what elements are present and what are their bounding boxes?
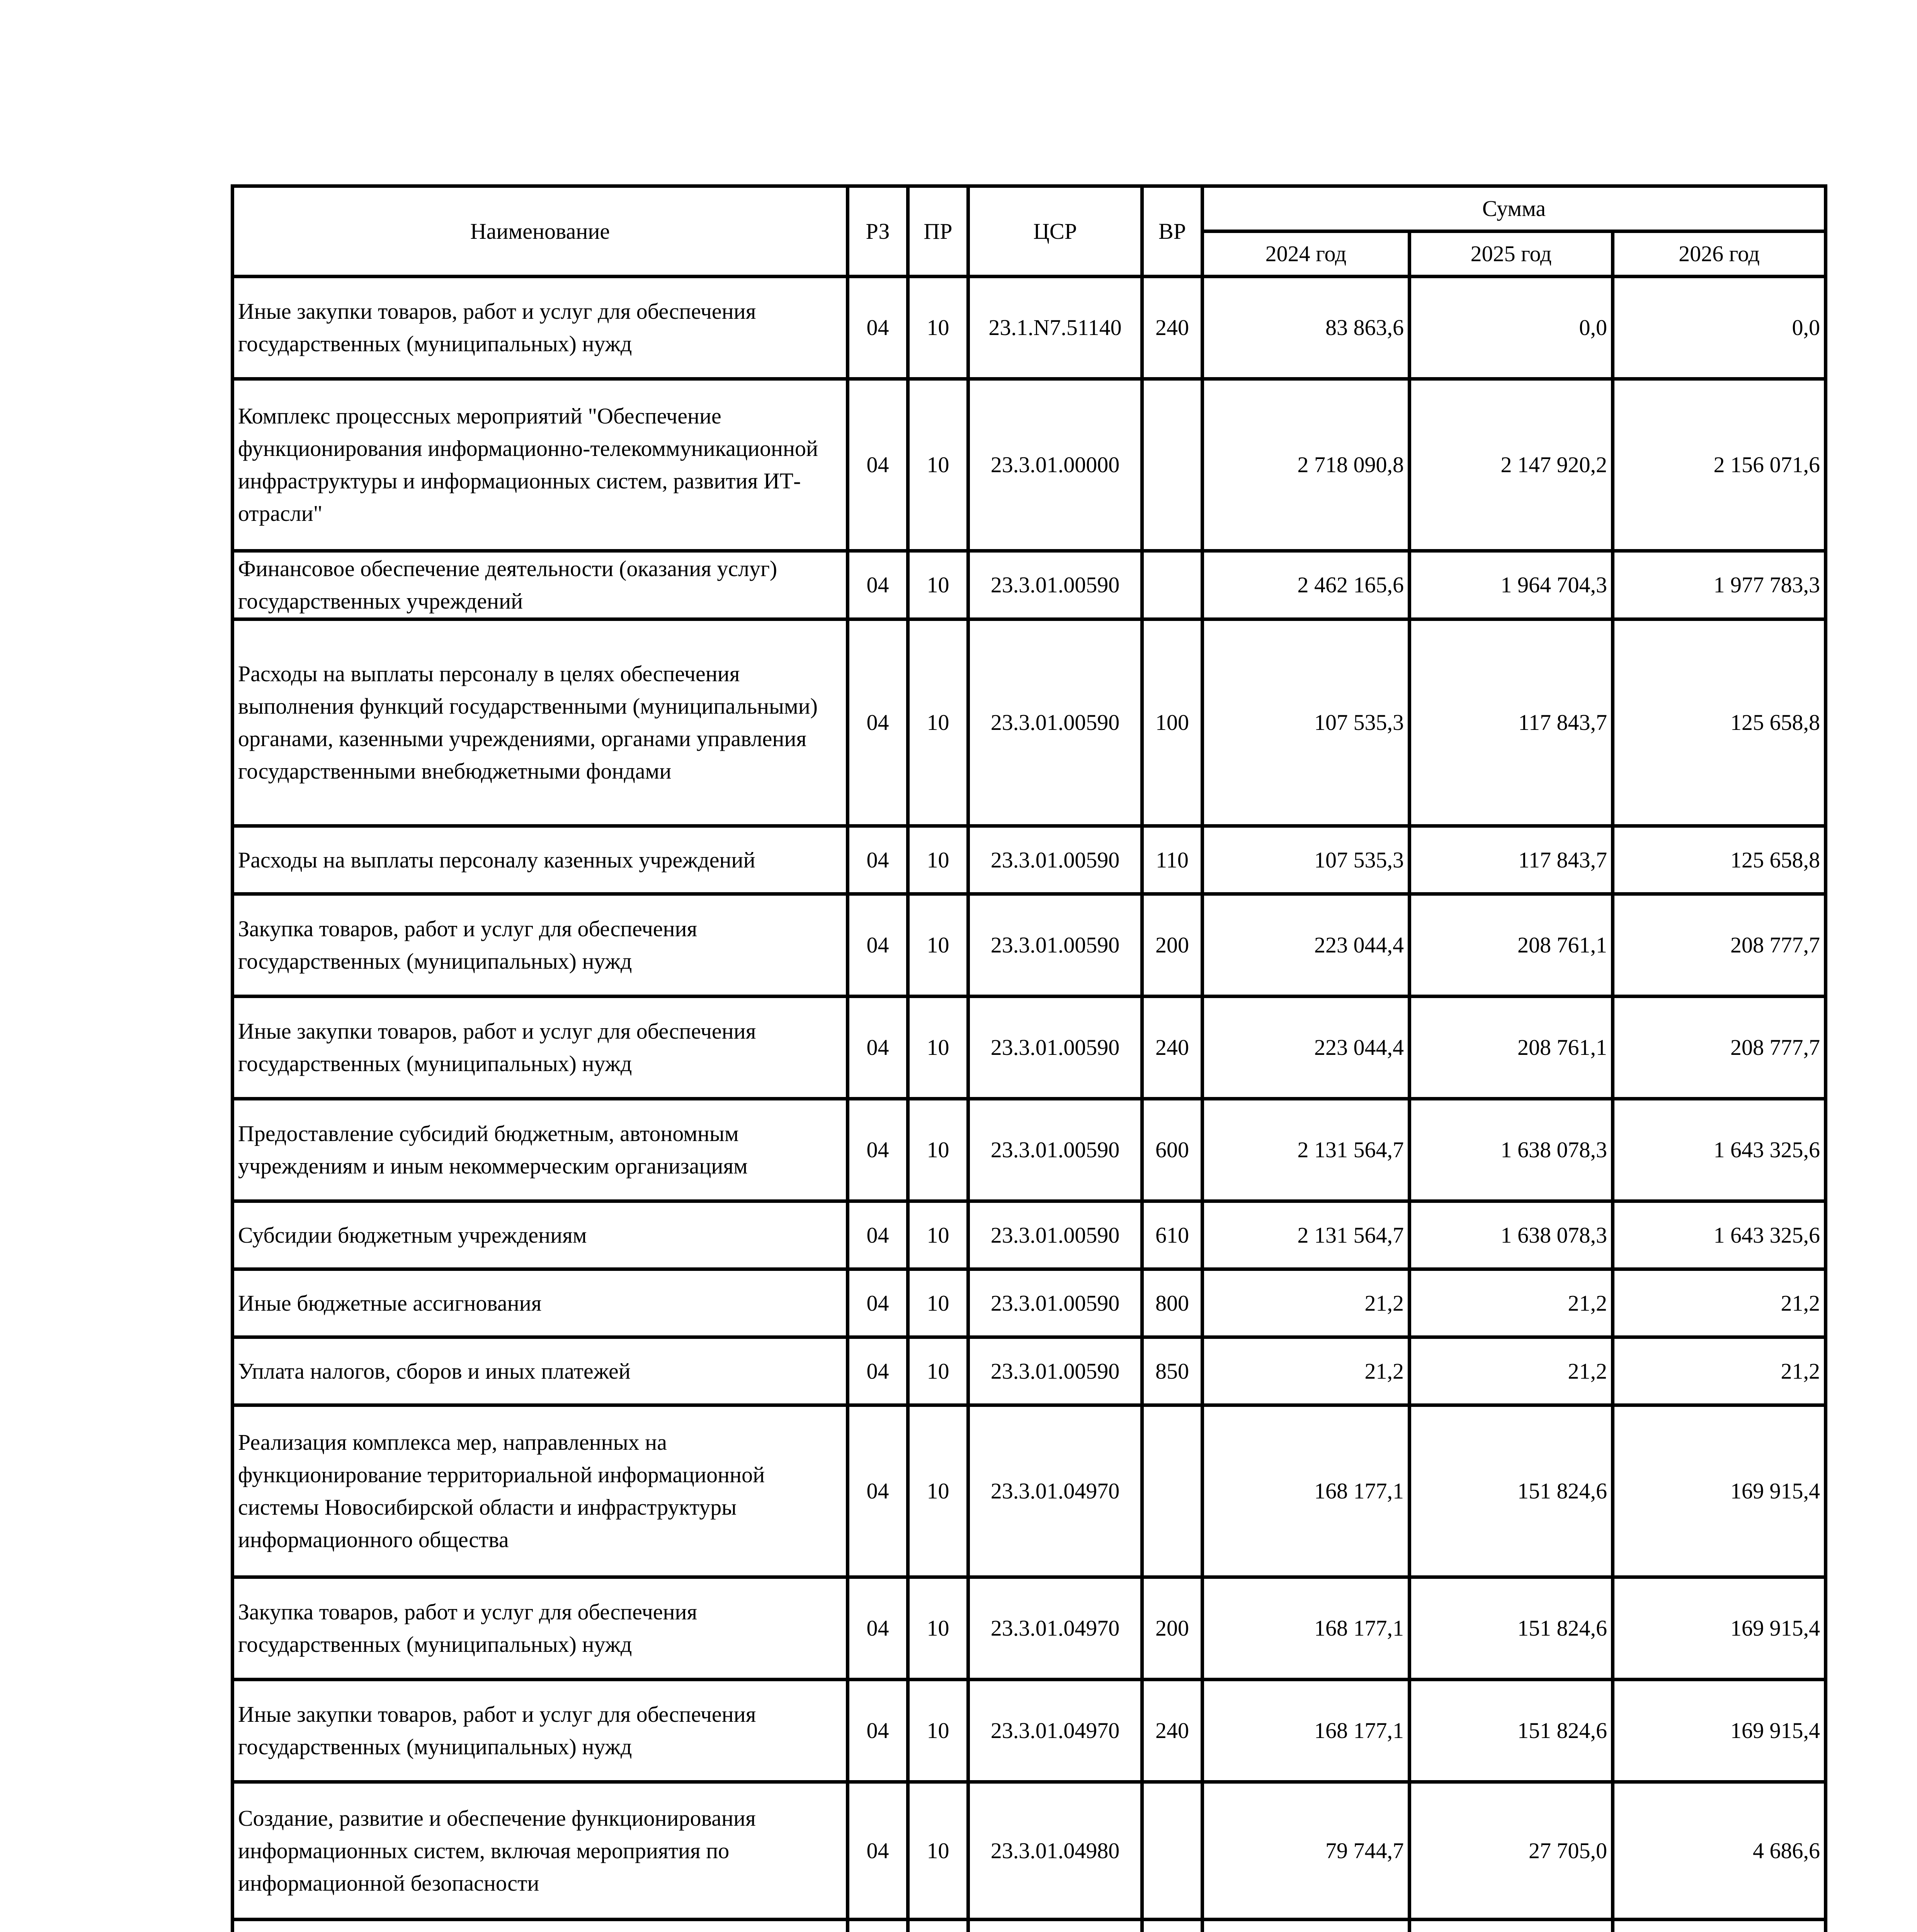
row-sum-2025: 21,2 [1410,1269,1613,1337]
row-csr: 23.1.N7.51140 [968,277,1142,379]
row-pr: 10 [908,1680,968,1782]
row-sum-2024: 168 177,1 [1203,1680,1410,1782]
row-sum-2025: 27 705,0 [1410,1782,1613,1920]
table-row [233,379,1826,551]
row-pr: 10 [908,1577,968,1680]
header-year-2024: 2024 год [1203,231,1410,277]
row-vr: 610 [1142,1201,1203,1269]
row-pr [908,1920,968,1932]
row-rz: 04 [848,1099,908,1201]
header-csr: ЦСР [968,186,1142,277]
row-sum-2026: 1 977 783,3 [1613,551,1826,619]
row-vr [1142,1405,1203,1577]
table-row [233,1337,1826,1405]
row-csr: 23.3.01.00590 [968,551,1142,619]
row-pr: 10 [908,551,968,619]
row-pr: 10 [908,619,968,826]
row-sum-2026: 21,2 [1613,1269,1826,1337]
row-sum-2024: 79 744,7 [1203,1782,1410,1920]
row-sum-2025: 1 638 078,3 [1410,1099,1613,1201]
row-sum-2025: 151 824,6 [1410,1577,1613,1680]
row-pr: 10 [908,894,968,997]
row-rz: 04 [848,1577,908,1680]
table-row [233,551,1826,619]
row-vr: 100 [1142,619,1203,826]
row-csr: 23.3.01.00590 [968,826,1142,894]
row-vr: 800 [1142,1269,1203,1337]
row-sum-2025: 151 824,6 [1410,1405,1613,1577]
row-name: Иные закупки товаров, работ и услуг для обеспечения государственных (муниципальных) нужд [233,277,848,379]
row-pr: 10 [908,826,968,894]
row-name: Реализация комплекса мер, направленных на функционирование территориальной информационной системы Новосибирской области и инфраструктуры информационного общества [233,1405,848,1577]
row-vr [1142,379,1203,551]
row-sum-2026 [1613,1920,1826,1932]
row-sum-2026: 1 643 325,6 [1613,1201,1826,1269]
row-rz: 04 [848,1337,908,1405]
table-row [233,619,1826,826]
table-row [233,277,1826,379]
row-sum-2025: 117 843,7 [1410,826,1613,894]
table-row [233,1680,1826,1782]
table-row [233,1201,1826,1269]
header-sum: Сумма [1203,186,1826,231]
header-year-2026: 2026 год [1613,231,1826,277]
row-csr: 23.3.01.00590 [968,1099,1142,1201]
row-vr: 240 [1142,997,1203,1099]
row-sum-2026: 125 658,8 [1613,826,1826,894]
row-sum-2025: 1 638 078,3 [1410,1201,1613,1269]
row-rz: 04 [848,826,908,894]
row-sum-2024 [1203,1920,1410,1932]
row-pr: 10 [908,997,968,1099]
table-row [233,997,1826,1099]
table-row [233,1577,1826,1680]
row-sum-2025: 1 964 704,3 [1410,551,1613,619]
row-sum-2024: 168 177,1 [1203,1577,1410,1680]
row-pr: 10 [908,1782,968,1920]
row-name: Расходы на выплаты персоналу в целях обеспечения выполнения функций государственными (муниципальными) органами, казенными учреждениями, органами управления государственными внебюджетными фондами [233,619,848,826]
row-csr: 23.3.01.00590 [968,997,1142,1099]
row-sum-2024: 21,2 [1203,1337,1410,1405]
row-rz: 04 [848,1201,908,1269]
row-sum-2024: 2 131 564,7 [1203,1099,1410,1201]
row-csr: 23.3.01.00590 [968,1269,1142,1337]
row-vr: 110 [1142,826,1203,894]
row-csr: 23.3.01.04970 [968,1405,1142,1577]
row-sum-2026: 125 658,8 [1613,619,1826,826]
row-rz: 04 [848,1782,908,1920]
header-year-2025: 2025 год [1410,231,1613,277]
row-pr: 10 [908,1201,968,1269]
row-sum-2025: 208 761,1 [1410,894,1613,997]
row-sum-2025 [1410,1920,1613,1932]
row-rz: 04 [848,1405,908,1577]
row-vr: 200 [1142,1577,1203,1680]
row-pr: 10 [908,379,968,551]
row-vr [1142,1920,1203,1932]
row-sum-2024: 107 535,3 [1203,826,1410,894]
row-csr [968,1920,1142,1932]
header-name: Наименование [233,186,848,277]
row-name: Иные закупки товаров, работ и услуг для обеспечения государственных (муниципальных) нужд [233,1680,848,1782]
row-rz [848,1920,908,1932]
row-sum-2025: 208 761,1 [1410,997,1613,1099]
table-row [233,1099,1826,1201]
row-rz: 04 [848,1680,908,1782]
row-pr: 10 [908,1269,968,1337]
row-vr: 200 [1142,894,1203,997]
row-name: Финансовое обеспечение деятельности (оказания услуг) государственных учреждений [233,551,848,619]
row-vr: 240 [1142,1680,1203,1782]
row-sum-2024: 2 718 090,8 [1203,379,1410,551]
row-sum-2025: 151 824,6 [1410,1680,1613,1782]
row-sum-2026: 0,0 [1613,277,1826,379]
row-sum-2026: 21,2 [1613,1337,1826,1405]
row-sum-2024: 2 462 165,6 [1203,551,1410,619]
budget-table [231,184,1827,1932]
row-sum-2026: 169 915,4 [1613,1680,1826,1782]
row-csr: 23.3.01.00590 [968,619,1142,826]
row-rz: 04 [848,379,908,551]
row-sum-2026: 169 915,4 [1613,1405,1826,1577]
row-name: Закупка товаров, работ и услуг для обеспечения государственных (муниципальных) нужд [233,894,848,997]
row-vr: 850 [1142,1337,1203,1405]
row-pr: 10 [908,1337,968,1405]
row-pr: 10 [908,277,968,379]
row-csr: 23.3.01.04970 [968,1680,1142,1782]
row-name: Иные закупки товаров, работ и услуг для обеспечения государственных (муниципальных) нужд [233,997,848,1099]
row-rz: 04 [848,619,908,826]
row-pr: 10 [908,1405,968,1577]
row-rz: 04 [848,277,908,379]
row-sum-2024: 168 177,1 [1203,1405,1410,1577]
row-name: Предоставление субсидий бюджетным, автономным учреждениям и иным некоммерческим организациям [233,1099,848,1201]
row-name [233,1920,848,1932]
table-row [233,894,1826,997]
table-row [233,1405,1826,1577]
row-sum-2026: 208 777,7 [1613,997,1826,1099]
row-name: Уплата налогов, сборов и иных платежей [233,1337,848,1405]
row-rz: 04 [848,551,908,619]
row-sum-2025: 21,2 [1410,1337,1613,1405]
row-csr: 23.3.01.04980 [968,1782,1142,1920]
row-csr: 23.3.01.04970 [968,1577,1142,1680]
row-rz: 04 [848,1269,908,1337]
row-sum-2025: 0,0 [1410,277,1613,379]
row-name: Расходы на выплаты персоналу казенных учреждений [233,826,848,894]
table-row [233,1269,1826,1337]
row-csr: 23.3.01.00590 [968,1201,1142,1269]
row-sum-2026: 169 915,4 [1613,1577,1826,1680]
row-vr: 240 [1142,277,1203,379]
row-csr: 23.3.01.00590 [968,894,1142,997]
row-rz: 04 [848,997,908,1099]
row-csr: 23.3.01.00590 [968,1337,1142,1405]
row-name: Создание, развитие и обеспечение функционирования информационных систем, включая мероприятия по информационной безопасности [233,1782,848,1920]
row-vr: 600 [1142,1099,1203,1201]
row-sum-2026: 1 643 325,6 [1613,1099,1826,1201]
row-vr [1142,1782,1203,1920]
row-rz: 04 [848,894,908,997]
table-row [233,1920,1826,1932]
row-sum-2024: 223 044,4 [1203,997,1410,1099]
row-sum-2025: 2 147 920,2 [1410,379,1613,551]
row-sum-2024: 107 535,3 [1203,619,1410,826]
row-sum-2026: 208 777,7 [1613,894,1826,997]
row-vr [1142,551,1203,619]
row-csr: 23.3.01.00000 [968,379,1142,551]
table-row [233,826,1826,894]
row-sum-2024: 223 044,4 [1203,894,1410,997]
row-sum-2026: 2 156 071,6 [1613,379,1826,551]
row-name: Комплекс процессных мероприятий "Обеспечение функционирования информационно-телекоммуникационной инфраструктуры и информационных систем, развития ИТ-отрасли" [233,379,848,551]
row-pr: 10 [908,1099,968,1201]
table-body [233,277,1826,1932]
row-name: Закупка товаров, работ и услуг для обеспечения государственных (муниципальных) нужд [233,1577,848,1680]
row-sum-2025: 117 843,7 [1410,619,1613,826]
row-sum-2026: 4 686,6 [1613,1782,1826,1920]
table-row [233,1782,1826,1920]
row-name: Иные бюджетные ассигнования [233,1269,848,1337]
row-sum-2024: 83 863,6 [1203,277,1410,379]
header-rz: РЗ [848,186,908,277]
row-sum-2024: 21,2 [1203,1269,1410,1337]
header-vr: ВР [1142,186,1203,277]
row-name: Субсидии бюджетным учреждениям [233,1201,848,1269]
row-sum-2024: 2 131 564,7 [1203,1201,1410,1269]
header-pr: ПР [908,186,968,277]
